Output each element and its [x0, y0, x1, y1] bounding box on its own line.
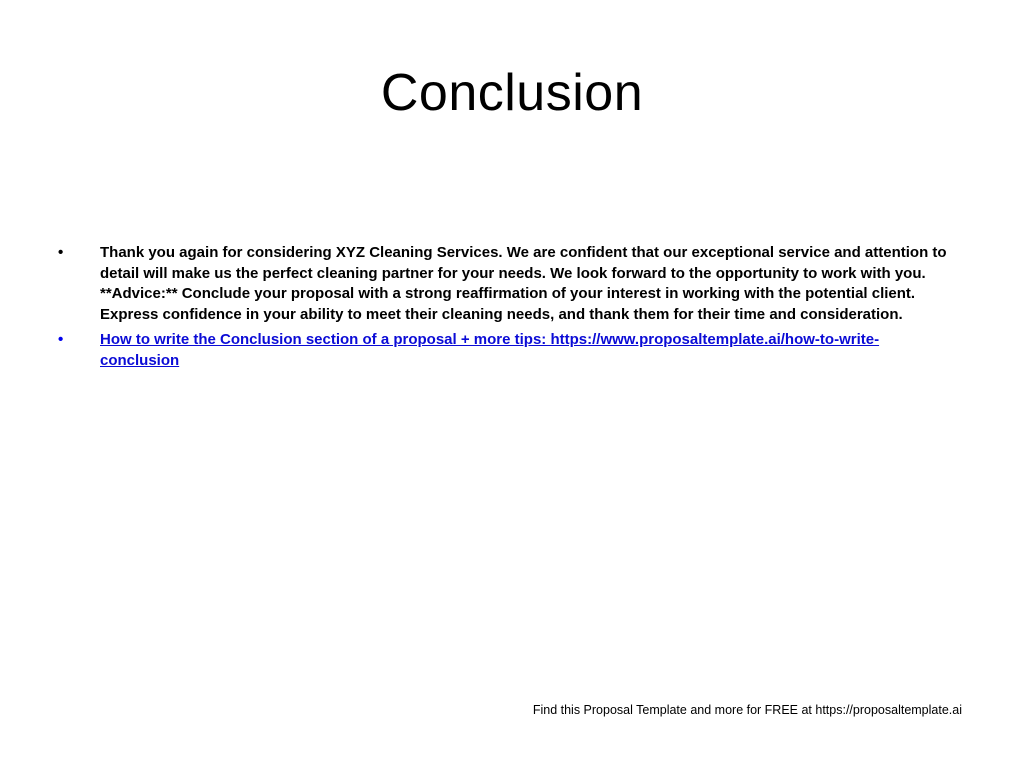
bullet-list [58, 243, 948, 376]
conclusion-tips-link[interactable]: How to write the Conclusion section of a proposal + more tips: https://www.proposaltemplate.ai/how-to-write-conclusion [100, 331, 880, 369]
footer-text: Find this Proposal Template and more for FREE at https://proposaltemplate.ai [532, 703, 962, 717]
bullet-item-link [58, 330, 948, 371]
bullet-icon: • [58, 331, 64, 348]
bullet-item-conclusion [58, 243, 948, 325]
bullet-icon: • [58, 244, 64, 261]
bullet-text: Thank you again for considering XYZ Cleaning Services. We are confident that our exceptional service and attention to detail will make us the perfect cleaning partner for your needs. We look forward to the opportunity to work with you. **Advice:** Conclude your proposal with a strong reaffirmation of your interest in working with the potential client. Express confidence in your ability to meet their cleaning needs, and thank them for their time and consideration. [100, 244, 947, 323]
slide-title: Conclusion [380, 64, 644, 122]
